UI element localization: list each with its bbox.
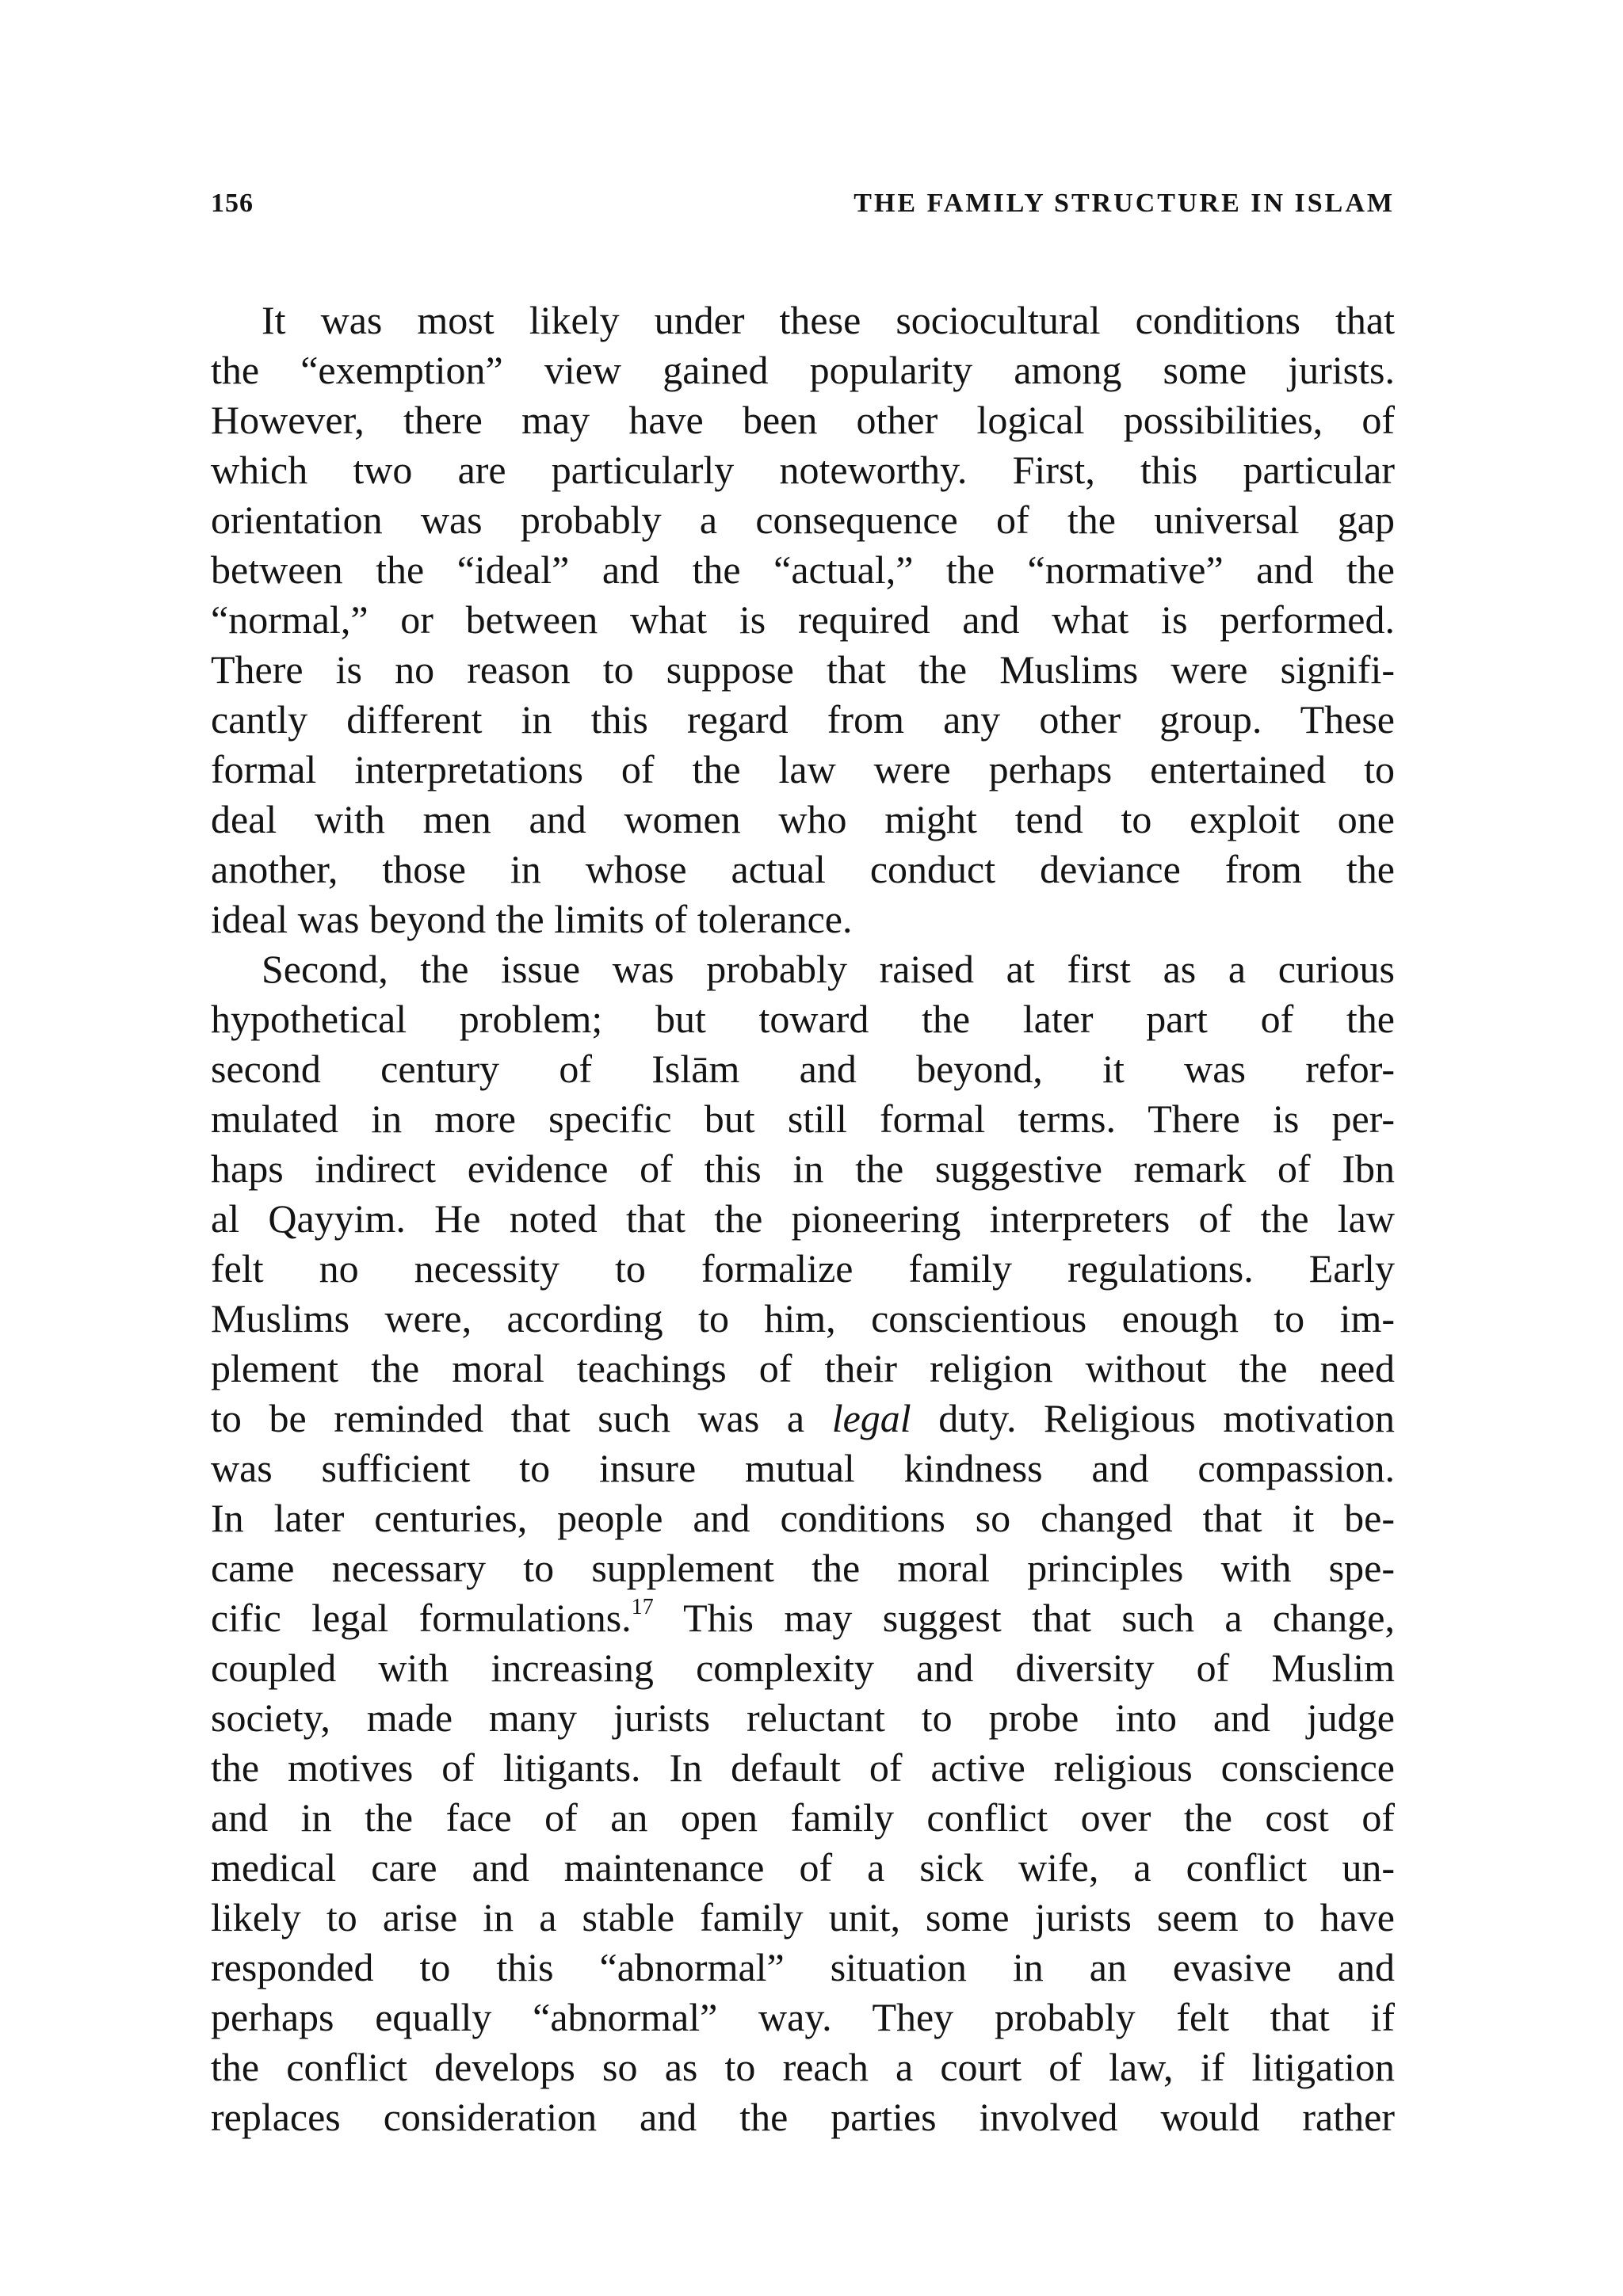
text-line: However, there may have been other logical possibilities, of (211, 398, 1395, 442)
text-line: formal interpretations of the law were perhaps entertained to (211, 747, 1395, 791)
body-text (211, 296, 1395, 2142)
text-line: the conflict develops so as to reach a court of law, if litigation (211, 2045, 1395, 2089)
text-line: It was most likely under these sociocultural conditions that (262, 298, 1395, 342)
line-segment: This may suggest that such a change, (653, 1596, 1395, 1640)
text-line: which two are particularly noteworthy. First, this particular (211, 448, 1395, 492)
text-line: another, those in whose actual conduct deviance from the (211, 847, 1395, 891)
text-line: between the “ideal” and the “actual,” the “normative” and the (211, 547, 1395, 592)
line-segment: to be reminded that such was a (211, 1396, 832, 1440)
text-line: second century of Islām and beyond, it was refor- (211, 1047, 1395, 1091)
text-line: In later centuries, people and conditions so changed that it be- (211, 1496, 1395, 1540)
text-line: Second, the issue was probably raised at first as a curious (262, 947, 1395, 991)
text-line: orientation was probably a consequence of the universal gap (211, 498, 1395, 542)
text-line: the motives of litigants. In default of active religious conscience (211, 1745, 1395, 1790)
text-line: likely to arise in a stable family unit, some jurists seem to have (211, 1895, 1395, 1939)
text-line: was sufficient to insure mutual kindness and compassion. (211, 1446, 1395, 1490)
text-line: There is no reason to suppose that the Muslims were signifi- (211, 647, 1395, 692)
text-line: hypothetical problem; but toward the later part of the (211, 997, 1395, 1041)
text-line: came necessary to supplement the moral principles with spe- (211, 1546, 1395, 1590)
text-line: the “exemption” view gained popularity among some jurists. (211, 348, 1395, 392)
text-line: coupled with increasing complexity and diversity of Muslim (211, 1646, 1395, 1690)
text-line: replaces consideration and the parties involved would rather (211, 2095, 1395, 2139)
text-line: deal with men and women who might tend to exploit one (211, 797, 1395, 841)
running-header (211, 189, 1395, 236)
text-line: mulated in more specific but still formal terms. There is per- (211, 1097, 1395, 1141)
text-line: and in the face of an open family conflict over the cost of (211, 1795, 1395, 1840)
text-line: responded to this “abnormal” situation in an evasive and (211, 1945, 1395, 1989)
line-segment: duty. Religious motivation (911, 1396, 1395, 1440)
text-line: Muslims were, according to him, conscientious enough to im- (211, 1296, 1395, 1341)
text-line (211, 1394, 1395, 1444)
text-line: felt no necessity to formalize family regulations. Early (211, 1246, 1395, 1291)
text-line: society, made many jurists reluctant to probe into and judge (211, 1695, 1395, 1740)
running-title: THE FAMILY STRUCTURE IN ISLAM (854, 189, 1395, 218)
text-line: medical care and maintenance of a sick wife, a conflict un- (211, 1845, 1395, 1890)
text-line: al Qayyim. He noted that the pioneering interpreters of the law (211, 1196, 1395, 1241)
text-line: cantly different in this regard from any other group. These (211, 697, 1395, 742)
text-line: ideal was beyond the limits of tolerance. (211, 897, 853, 941)
text-line: plement the moral teachings of their religion without the need (211, 1346, 1395, 1390)
text-line: perhaps equally “abnormal” way. They probably felt that if (211, 1995, 1395, 2039)
text-line (211, 1593, 1395, 1643)
text-line: “normal,” or between what is required and what is performed. (211, 597, 1395, 642)
text-line: haps indirect evidence of this in the suggestive remark of Ibn (211, 1146, 1395, 1191)
line-segment: cific legal formulations. (211, 1596, 632, 1640)
footnote-reference[interactable]: 17 (631, 1595, 654, 1619)
italic-emphasis: legal (831, 1396, 911, 1440)
page-number: 156 (211, 189, 254, 218)
